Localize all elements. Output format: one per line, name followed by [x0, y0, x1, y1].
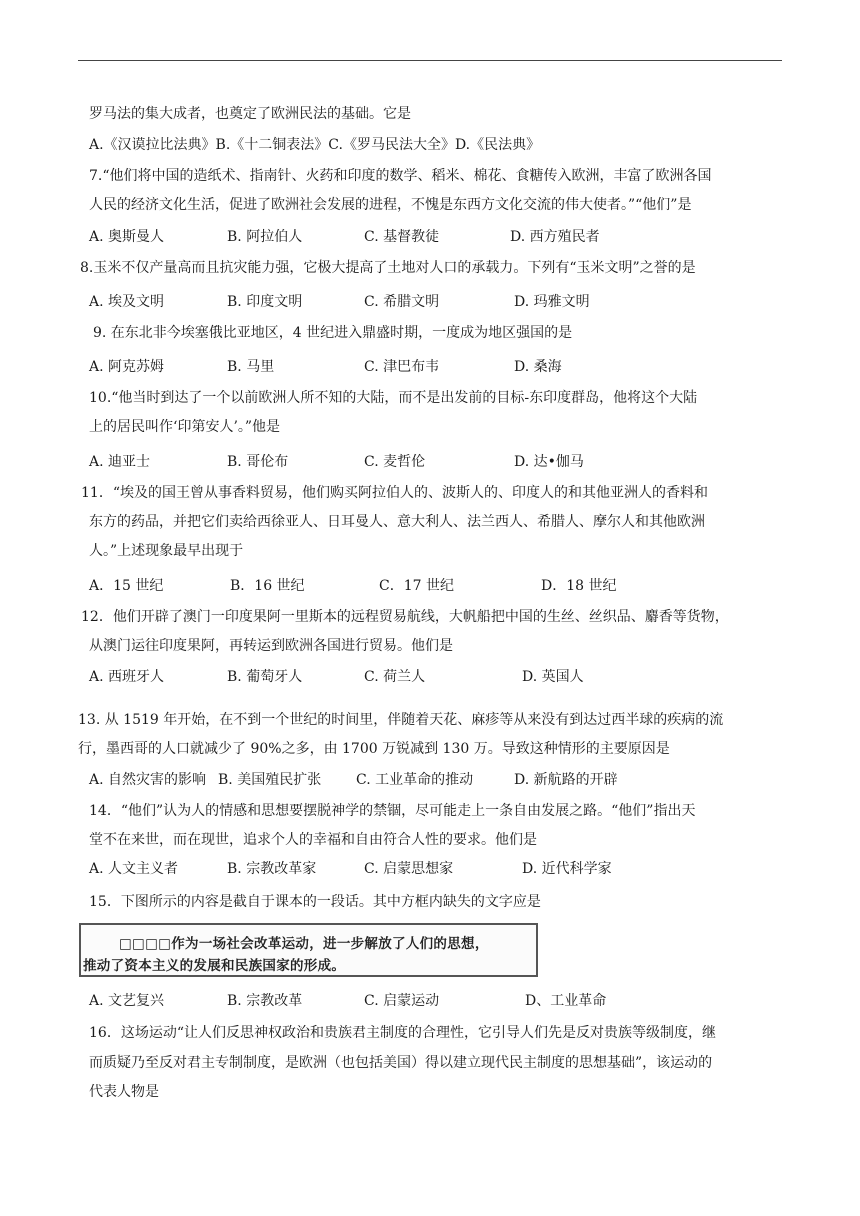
- question-13-option-a: A. 自然灾害的影响: [89, 772, 207, 788]
- question-14-option-a: A. 人文主义者: [89, 861, 179, 877]
- question-11-option-b: B．16 世纪: [230, 578, 305, 594]
- question-8-option-c: C. 希腊文明: [364, 294, 440, 310]
- question-15-text: 15．下图所示的内容是截自于课本的一段话。其中方框内缺失的文字应是: [89, 894, 541, 910]
- question-12-text: 12．他们开辟了澳门一印度果阿一里斯本的远程贸易航线，大帆船把中国的生丝、丝织品、麝香等货物，: [81, 609, 729, 625]
- question-15-option-d: D、工业革命: [525, 993, 607, 1009]
- header-rule: [78, 60, 782, 61]
- question-6-text: 罗马法的集大成者，也奠定了欧洲民法的基础。它是: [89, 106, 411, 122]
- question-14-option-d: D. 近代科学家: [522, 861, 612, 877]
- question-7-option-a: A. 奥斯曼人: [89, 229, 165, 245]
- question-15-option-b: B. 宗教改革: [227, 993, 303, 1009]
- question-9-text: 9. 在东北非今埃塞俄比亚地区，4 世纪进入鼎盛时期，一度成为地区强国的是: [93, 325, 573, 341]
- question-11-option-c: C．17 世纪: [379, 578, 454, 594]
- question-11-text: 11．“埃及的国王曾从事香料贸易，他们购买阿拉伯人的、波斯人的、印度人的和其他亚洲人的香料和: [81, 485, 708, 501]
- question-10-option-d: D. 达•伽马: [514, 454, 584, 470]
- question-14-option-c: C. 启蒙思想家: [364, 861, 454, 877]
- question-8-option-d: D. 玛雅文明: [514, 294, 590, 310]
- figure-line-2: 推动了资本主义的发展和民族国家的形成。: [83, 958, 346, 974]
- question-10-text: 上的居民叫作‘印第安人’。”他是: [89, 419, 281, 435]
- question-13-option-b: B. 美国殖民扩张: [218, 772, 322, 788]
- question-13-text: 行，墨西哥的人口就减少了 90%之多，由 1700 万锐减到 130 万。导致这种情形的主要原因是: [78, 741, 670, 757]
- question-7-option-c: C. 基督教徒: [364, 229, 440, 245]
- question-11-option-d: D．18 世纪: [541, 578, 617, 594]
- question-11-option-a: A．15 世纪: [89, 578, 164, 594]
- question-11-text: 东方的药品，并把它们卖给西徐亚人、日耳曼人、意大利人、法兰西人、希腊人、摩尔人和其他欧洲: [89, 514, 705, 530]
- question-11-text: 人。”上述现象最早出现于: [89, 543, 244, 559]
- question-9-option-b: B. 马里: [227, 359, 275, 375]
- question-8-option-b: B. 印度文明: [227, 294, 303, 310]
- question-16-text: 16．这场运动“让人们反思神权政治和贵族君主制度的合理性，它引导人们先是反对贵族等级制度，继: [89, 1025, 716, 1041]
- question-7-text: 7.“他们将中国的造纸术、指南针、火药和印度的数学、稻米、棉花、食糖传入欧洲，丰富了欧洲各国: [89, 168, 712, 184]
- question-16-text: 而质疑乃至反对君主专制制度，是欧洲（也包括美国）得以建立现代民主制度的思想基础”，该运动的: [89, 1055, 713, 1071]
- question-15-option-a: A. 文艺复兴: [89, 993, 165, 1009]
- textbook-excerpt-figure: [79, 923, 538, 977]
- question-10-option-c: C. 麦哲伦: [364, 454, 426, 470]
- question-8-text: 8.玉米不仅产量高而且抗灾能力强，它极大提高了土地对人口的承载力。下列有“玉米文明”之誉的是: [80, 260, 696, 276]
- question-14-option-b: B. 宗教改革家: [227, 861, 317, 877]
- question-16-text: 代表人物是: [89, 1084, 159, 1100]
- question-14-text: 14．“他们”认为人的情感和思想要摆脱神学的禁锢，尽可能走上一条自由发展之路。“他们”指出天: [89, 803, 696, 819]
- question-10-option-b: B. 哥伦布: [227, 454, 289, 470]
- question-12-text: 从澳门运往印度果阿，再转运到欧洲各国进行贸易。他们是: [89, 638, 453, 654]
- question-13-option-c: C. 工业革命的推动: [356, 772, 474, 788]
- question-6-options: A.《汉谟拉比法典》B.《十二铜表法》C.《罗马民法大全》D.《民法典》: [89, 137, 541, 153]
- question-10-text: 10.“他当时到达了一个以前欧洲人所不知的大陆，而不是出发前的目标-东印度群岛，他将这个大陆: [89, 390, 698, 406]
- question-7-option-b: B. 阿拉伯人: [227, 229, 303, 245]
- question-8-option-a: A. 埃及文明: [89, 294, 165, 310]
- question-12-option-d: D. 英国人: [522, 669, 584, 685]
- question-12-option-a: A. 西班牙人: [89, 669, 165, 685]
- question-13-text: 13. 从 1519 年开始，在不到一个世纪的时间里，伴随着天花、麻疹等从来没有到达过西半球的疾病的流: [78, 712, 724, 728]
- question-7-option-d: D. 西方殖民者: [510, 229, 600, 245]
- question-10-option-a: A. 迪亚士: [89, 454, 151, 470]
- question-14-text: 堂不在来世，而在现世，追求个人的幸福和自由符合人性的要求。他们是: [89, 832, 537, 848]
- question-9-option-a: A. 阿克苏姆: [89, 359, 165, 375]
- figure-line-1: □□□□作为一场社会改革运动，进一步解放了人们的思想，: [119, 936, 489, 952]
- question-15-option-c: C. 启蒙运动: [364, 993, 440, 1009]
- question-13-option-d: D. 新航路的开辟: [514, 772, 618, 788]
- question-12-option-c: C. 荷兰人: [364, 669, 426, 685]
- question-9-option-d: D. 桑海: [514, 359, 562, 375]
- question-9-option-c: C. 津巴布韦: [364, 359, 440, 375]
- question-7-text: 人民的经济文化生活，促进了欧洲社会发展的进程，不愧是东西方文化交流的伟大使者。”“他们”是: [89, 197, 692, 213]
- question-12-option-b: B. 葡萄牙人: [227, 669, 303, 685]
